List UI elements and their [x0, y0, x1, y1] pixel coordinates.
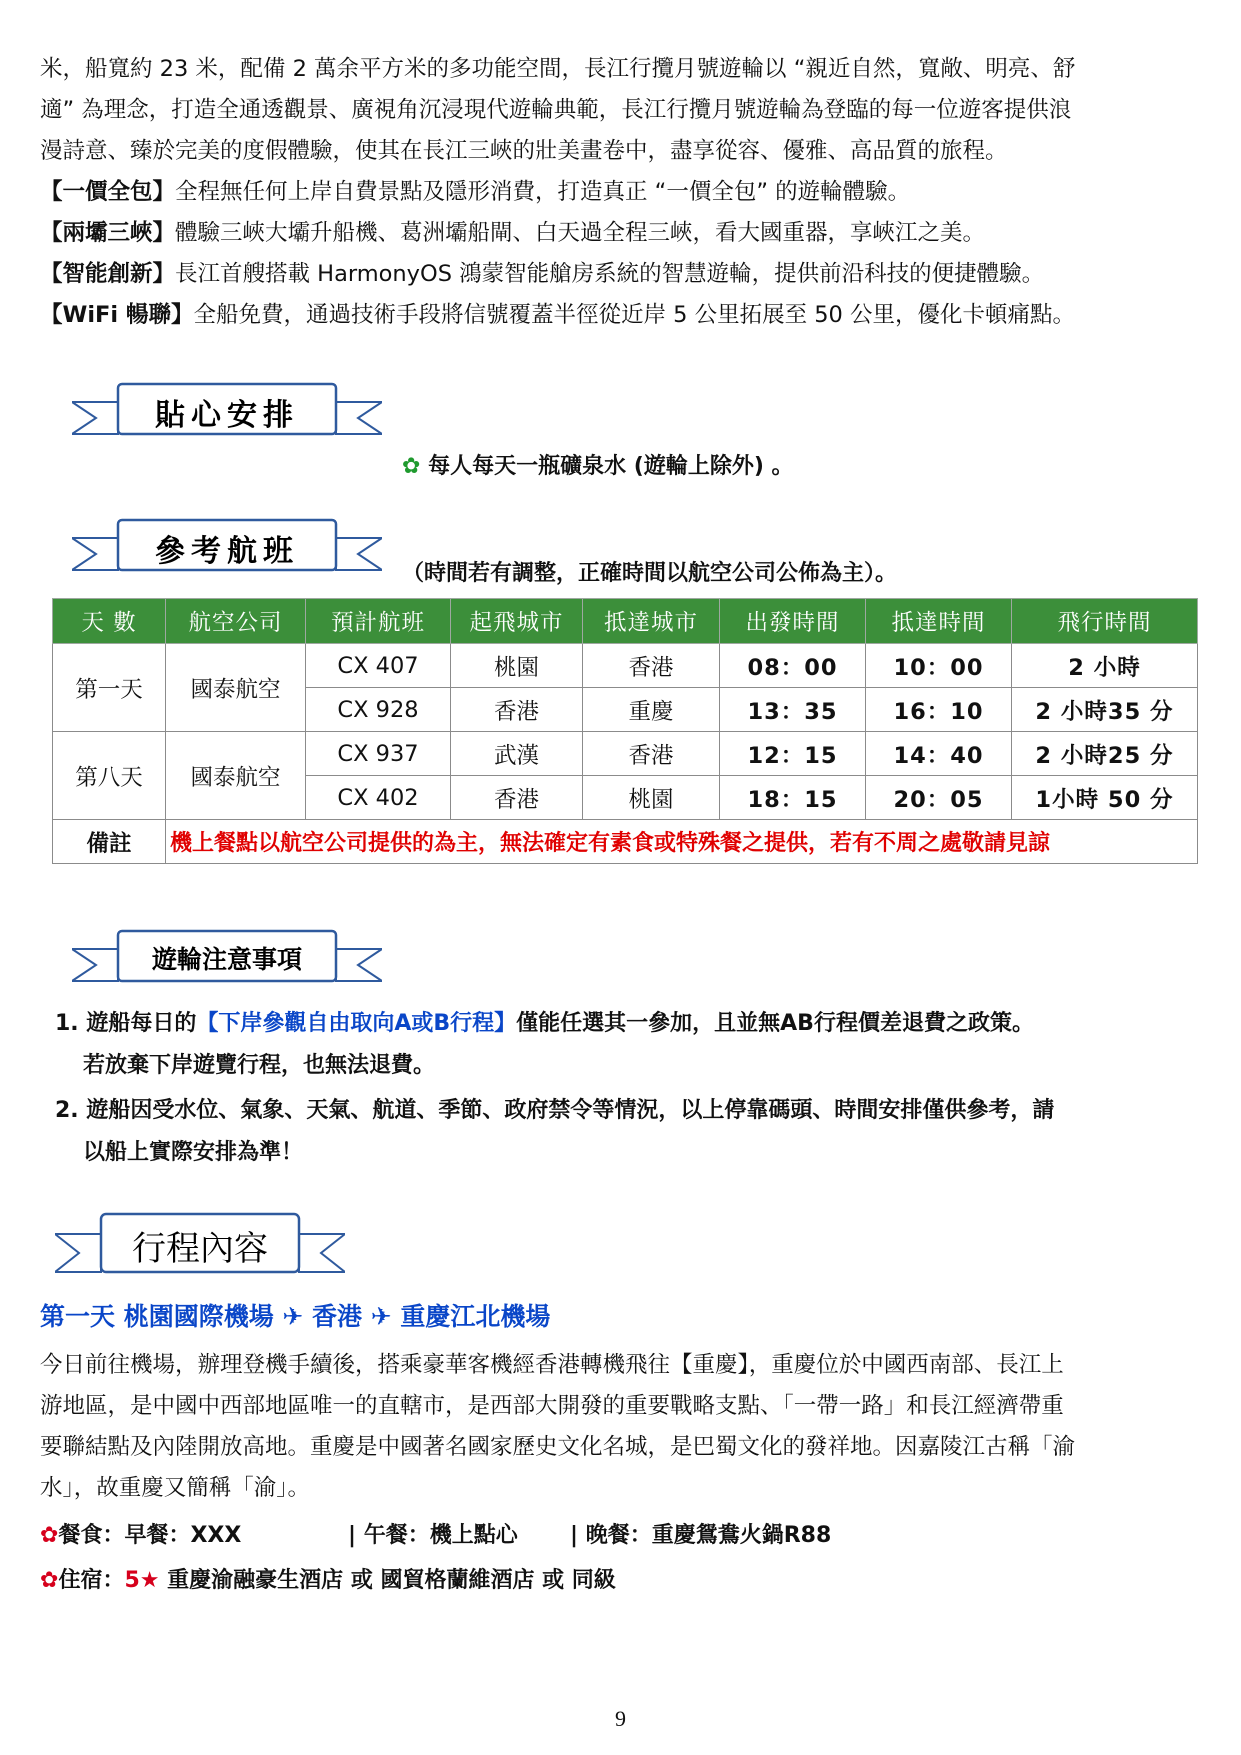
column-header: 抵達城市: [583, 599, 720, 644]
feature-line: [40, 178, 1205, 206]
day-title: 第一天 桃園國際機場 ✈ 香港 ✈ 重慶江北機場: [40, 1302, 551, 1331]
to-cell: 香港: [583, 644, 720, 688]
hotel-star-rating: 5★: [124, 1568, 160, 1593]
day-cell: 第八天: [53, 732, 166, 820]
feature-line: [40, 260, 1205, 288]
feature-text: 體驗三峽大壩升船機、葛洲壩船閘、白天過全程三峽，看大國重器，享峽江之美。: [175, 220, 986, 246]
section-ribbon-care: [72, 380, 382, 446]
to-cell: 重慶: [583, 688, 720, 732]
feature-text: 全程無任何上岸自費景點及隱形消費，打造真正 “一價全包” 的遊輪體驗。: [175, 179, 911, 205]
flower-bullet-icon: ✿: [402, 454, 421, 479]
page-number: 9: [615, 1706, 626, 1731]
remark-row: [53, 820, 1198, 864]
flight-cell: CX 402: [306, 776, 451, 820]
dep-cell: 08：00: [720, 644, 866, 688]
column-header: 天 數: [53, 599, 166, 644]
column-header: 出發時間: [720, 599, 866, 644]
table-header-row: [53, 599, 1198, 644]
dep-cell: 13：35: [720, 688, 866, 732]
remark-label: 備註: [53, 820, 166, 864]
note-item-2-cont: 以船上實際安排為準！: [83, 1140, 304, 1165]
flight-table: [52, 598, 1198, 864]
care-item: [402, 453, 902, 481]
care-item-text: 每人每天一瓶礦泉水 (遊輪上除外) 。: [428, 454, 794, 479]
column-header: 航空公司: [166, 599, 306, 644]
meals-lunch: | 午餐：機上點心: [348, 1523, 518, 1548]
dur-cell: 2 小時25 分: [1012, 732, 1198, 776]
flights-notice: （時間若有調整，正確時間以航空公司公佈為主）。: [402, 561, 898, 586]
airline-cell: 國泰航空: [166, 644, 306, 732]
feature-line: [40, 301, 1205, 329]
flower-bullet-icon: ✿: [40, 1523, 59, 1548]
intro-line: 適” 為理念，打造全通透觀景、廣視角沉浸現代遊輪典範，長江行攬月號遊輪為登臨的每一位遊客提供浪: [40, 97, 1072, 123]
dur-cell: 2 小時35 分: [1012, 688, 1198, 732]
hotel-line: [40, 1567, 1205, 1595]
note-text: 遊船因受水位、氣象、天氣、航道、季節、政府禁令等情況，以上停靠碼頭、時間安排僅供參考，請: [86, 1098, 1055, 1123]
hotel-label: 住宿：: [58, 1568, 125, 1593]
remark-text: 機上餐點以航空公司提供的為主，無法確定有素食或特殊餐之提供，若有不周之處敬請見諒: [166, 820, 1198, 864]
arr-cell: 20：05: [866, 776, 1012, 820]
feature-tag: 【一價全包】: [40, 179, 176, 205]
section-title: 參考航班: [155, 534, 299, 569]
dep-cell: 12：15: [720, 732, 866, 776]
from-cell: 桃園: [451, 644, 583, 688]
feature-tag: 【WiFi 暢聯】: [40, 302, 194, 328]
note-text: 遊船每日的: [86, 1011, 197, 1036]
note-text: 僅能任選其一參加，且並無AB行程價差退費之政策。: [516, 1011, 1034, 1036]
day-paragraph-line: 游地區，是中國中西部地區唯一的直轄市，是西部大開發的重要戰略支點、「一帶一路」和長江經濟帶重: [40, 1393, 1064, 1419]
note-item-1-cont: 若放棄下岸遊覽行程，也無法退費。: [83, 1053, 436, 1078]
dur-cell: 2 小時: [1012, 644, 1198, 688]
meals-breakfast: 餐食：早餐：XXX: [58, 1523, 242, 1548]
section-ribbon-flights: [72, 516, 382, 582]
arr-cell: 16：10: [866, 688, 1012, 732]
column-header: 飛行時間: [1012, 599, 1198, 644]
meals-line: [40, 1522, 1205, 1550]
arr-cell: 14：40: [866, 732, 1012, 776]
to-cell: 香港: [583, 732, 720, 776]
from-cell: 香港: [451, 776, 583, 820]
meals-dinner: | 晚餐：重慶鴛鴦火鍋R88: [570, 1523, 832, 1548]
day-paragraph-line: 要聯結點及內陸開放高地。重慶是中國著名國家歷史文化名城，是巴蜀文化的發祥地。因嘉陵江古稱「渝: [40, 1434, 1076, 1460]
from-cell: 武漢: [451, 732, 583, 776]
dur-cell: 1小時 50 分: [1012, 776, 1198, 820]
day-paragraph-line: 今日前往機場，辦理登機手續後，搭乘豪華客機經香港轉機飛往【重慶】，重慶位於中國西南部、長江上: [40, 1352, 1064, 1378]
to-cell: 桃園: [583, 776, 720, 820]
flower-bullet-icon: ✿: [40, 1568, 59, 1593]
day-paragraph-line: 水」，故重慶又簡稱「渝」。: [40, 1475, 311, 1501]
feature-text: 全船免費，通過技術手段將信號覆蓋半徑從近岸 5 公里拓展至 50 公里，優化卡頓痛點。: [193, 302, 1076, 328]
table-row: [53, 644, 1198, 688]
section-title: 貼心安排: [155, 398, 299, 433]
note-highlight: 【下岸參觀自由取向A或B行程】: [196, 1011, 517, 1036]
column-header: 起飛城市: [451, 599, 583, 644]
section-ribbon-notes: [72, 927, 382, 993]
section-ribbon-itinerary: [55, 1210, 345, 1286]
dep-cell: 18：15: [720, 776, 866, 820]
flight-cell: CX 407: [306, 644, 451, 688]
intro-line: 米，船寬約 23 米，配備 2 萬余平方米的多功能空間，長江行攬月號遊輪以 “親近自然，寬敞、明亮、舒: [40, 56, 1076, 82]
section-title: 行程內容: [132, 1229, 268, 1269]
flight-cell: CX 928: [306, 688, 451, 732]
table-row: [53, 732, 1198, 776]
feature-line: [40, 219, 1205, 247]
list-number: 2.: [55, 1098, 79, 1123]
list-number: 1.: [55, 1011, 79, 1036]
hotel-text: 重慶渝融豪生酒店 或 國貿格蘭維酒店 或 同級: [167, 1568, 616, 1593]
feature-tag: 【智能創新】: [40, 261, 176, 287]
from-cell: 香港: [451, 688, 583, 732]
airline-cell: 國泰航空: [166, 732, 306, 820]
intro-line: 漫詩意、臻於完美的度假體驗，使其在長江三峽的壯美畫卷中，盡享從容、優雅、高品質的旅程。: [40, 138, 1008, 164]
feature-text: 長江首艘搭載 HarmonyOS 鴻蒙智能艙房系統的智慧遊輪，提供前沿科技的便捷體驗。: [175, 261, 1045, 287]
flight-cell: CX 937: [306, 732, 451, 776]
day-cell: 第一天: [53, 644, 166, 732]
column-header: 抵達時間: [866, 599, 1012, 644]
column-header: 預計航班: [306, 599, 451, 644]
feature-tag: 【兩壩三峽】: [40, 220, 176, 246]
note-item-1: [55, 1010, 1205, 1038]
arr-cell: 10：00: [866, 644, 1012, 688]
note-item-2: [55, 1097, 1205, 1125]
section-title: 遊輪注意事項: [151, 945, 302, 974]
